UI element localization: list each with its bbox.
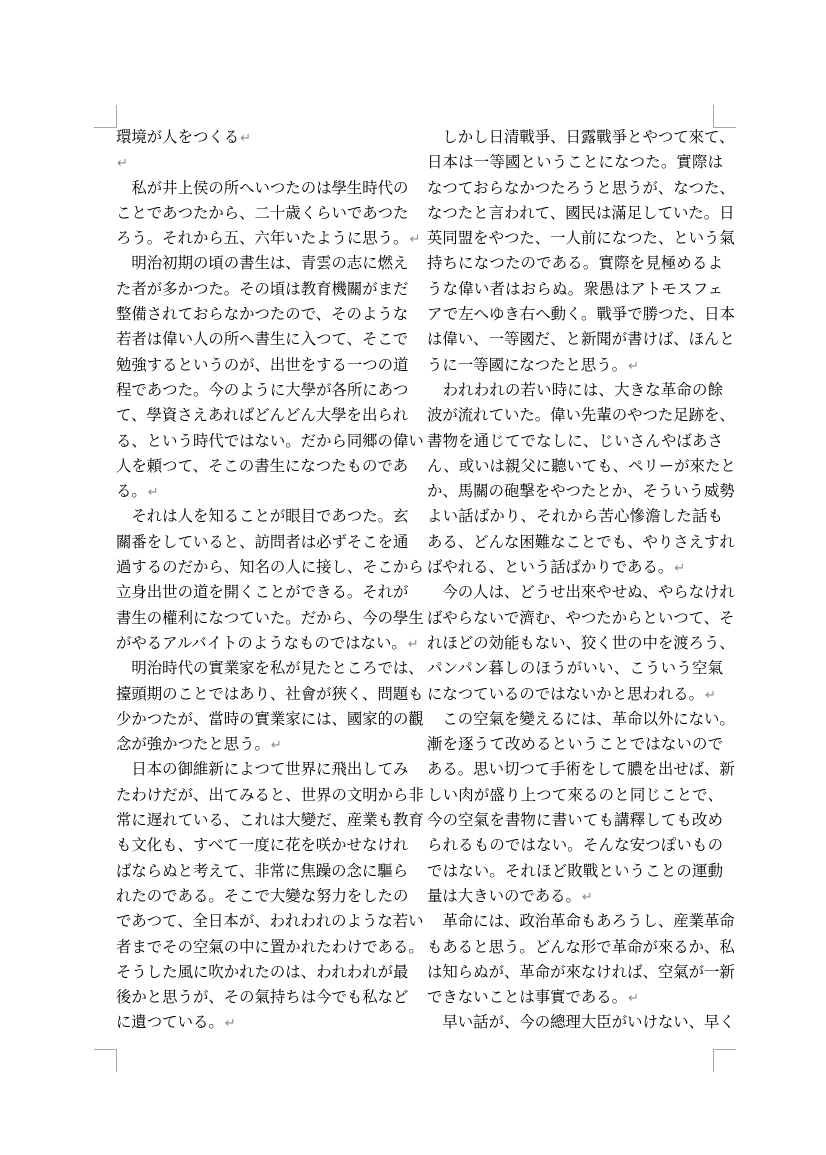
text-line: た者が多かつた。その頃は教育機關がまだ xyxy=(116,280,409,298)
paragraph-mark-icon: ↵ xyxy=(628,358,639,374)
crop-mark-top-left-icon xyxy=(94,105,117,128)
text-line: も文化も、すべて一度に花を咲かせなけれ xyxy=(116,837,409,855)
text-line: 若者は偉い人の所へ書生に入つて、そこで xyxy=(116,331,409,349)
text-line: 明治時代の實業家を私が見たところでは、 xyxy=(116,660,424,678)
paragraph-mark-icon: ↵ xyxy=(705,687,716,703)
text-line: れたのである。そこで大變な努力をしたの xyxy=(116,887,409,905)
crop-mark-bottom-left-icon xyxy=(94,1049,117,1072)
text-line: しかし日清戰爭、日露戰爭とやつて來て、 xyxy=(427,129,735,146)
text-line: うに一等國になつたと思う。↵ xyxy=(427,356,639,374)
text-line: パンパン暮しのほうがいい、こういう空氣 xyxy=(427,660,723,678)
crop-mark-bottom-right-icon xyxy=(713,1049,736,1072)
text-column-left[interactable] xyxy=(116,125,424,1036)
text-line: それは人を知ることが眼目であつた。玄 xyxy=(116,508,409,526)
text-line: ことであつたから、二十歳くらいであつた xyxy=(116,204,409,222)
text-line: 後かと思うが、その氣持ちは今でも私など xyxy=(116,989,409,1007)
text-line: 私が井上侯の所へいつたのは學生時代の xyxy=(116,179,409,197)
text-line: 過するのだから、知名の人に接し、そこから xyxy=(116,559,424,577)
text-line: 今の人は、どうせ出來やせぬ、やらなけれ xyxy=(427,584,735,602)
text-line: る、という時代ではない。だから同郷の偉い xyxy=(116,432,424,450)
text-line: よい話ばかり、それから苦心慘澹した話も xyxy=(427,508,723,526)
paragraph-mark-icon: ↵ xyxy=(409,232,421,248)
text-line: ばやらないで濟む、やつたからといつて、そ xyxy=(427,609,735,627)
text-line: れほどの効能もない、狡く世の中を渡ろう、 xyxy=(427,634,735,652)
text-line: この空氣を變えるには、革命以外にない。 xyxy=(427,710,735,728)
document-title-line: 環境が人をつくる↵ xyxy=(116,129,252,146)
text-line: て、學資さえあればどんどん大學を出られ xyxy=(116,407,409,425)
text-line: ではない。それほど敗戰ということの運動 xyxy=(427,862,723,880)
text-line: 量は大きいのである。↵ xyxy=(427,887,593,905)
text-line: 書生の權利になつていた。だから、今の學生 xyxy=(116,609,424,627)
text-line: 人を頼つて、そこの書生になつたものであ xyxy=(116,457,409,475)
text-line: ん、或いは親父に聽いても、ペリーが來たと xyxy=(427,457,736,475)
text-line: 革命には、政治革命もあろうし、産業革命 xyxy=(427,913,735,931)
text-line: 念が強かつたと思う。↵ xyxy=(116,736,282,754)
text-line: 程であつた。今のように大學が各所にあつ xyxy=(116,381,409,399)
paragraph-mark-icon: ↵ xyxy=(628,991,639,1007)
text-line: 日本は一等國ということになつた。實際は xyxy=(427,154,723,172)
text-line: 少かつたが、當時の實業家には、國家的の觀 xyxy=(116,710,424,728)
text-line: ろう。それから五、六年いたように思う。↵ xyxy=(116,230,421,248)
text-line: もあると思う。どんな形で革命が來るか、私 xyxy=(427,938,735,956)
text-line: 英同盟をやつた、一人前になつた、という氣 xyxy=(427,230,735,248)
text-line: ある。思い切つて手術をして膿を出せば、新 xyxy=(427,761,735,779)
text-line: 持ちになつたのである。實際を見極めるよ xyxy=(427,255,723,273)
text-line: 整備されておらなかつたので、そのような xyxy=(116,306,409,324)
text-line: に遺つている。↵ xyxy=(116,1014,236,1032)
text-line: できないことは事實である。↵ xyxy=(427,989,639,1007)
paragraph-mark-icon: ↵ xyxy=(407,636,419,652)
text-line: 書物を通じてでなしに、じいさんやばあさ xyxy=(427,432,723,450)
text-line: 者までその空氣の中に置かれたわけである。 xyxy=(116,938,424,956)
text-line: なつておらなかつたろうと思うが、なつた、 xyxy=(427,179,735,197)
paragraph-mark-icon: ↵ xyxy=(270,738,282,754)
text-line: ばやれる、という話ばかりである。↵ xyxy=(427,559,686,577)
paragraph-mark-icon: ↵ xyxy=(240,131,252,146)
text-line: は知らぬが、革命が來なければ、空氣が一新 xyxy=(427,963,735,981)
text-line: うな偉い者はおらぬ。衆愚はアトモスフェ xyxy=(427,280,723,298)
text-line: になつているのではないかと思われる。↵ xyxy=(427,685,716,703)
text-line: 立身出世の道を開くことができる。それが xyxy=(116,584,409,602)
text-line: 勉強するというのが、出世をする一つの道 xyxy=(116,356,409,374)
paragraph-mark-icon: ↵ xyxy=(581,889,593,905)
text-line xyxy=(116,150,408,175)
text-line: 今の空氣を書物に書いても講釋しても改め xyxy=(427,812,723,830)
text-line: 波が流れていた。偉い先輩のやつた足跡を、 xyxy=(427,407,735,425)
text-line: アで左へゆき右へ動く。戰爭で勝つた、日本 xyxy=(427,306,735,324)
text-line: なつたと言われて、國民は滿足していた。日 xyxy=(427,204,735,222)
text-line: たわけだが、出てみると、世界の文明から非 xyxy=(116,786,424,804)
text-line: 擡頭期のことではあり、社會が狹く、問題も xyxy=(116,685,424,703)
text-line: 漸を逐うて改めるということではないので xyxy=(427,736,723,754)
paragraph-mark-icon: ↵ xyxy=(224,1016,236,1032)
text-line: しい肉が盛り上つて來るのと同じことで、 xyxy=(427,786,723,804)
text-line: 明治初期の頃の書生は、青雲の志に燃え xyxy=(116,255,409,273)
text-line: 關番をしていると、訪問者は必ずそこを通 xyxy=(116,533,409,551)
text-line: る。↵ xyxy=(116,483,159,501)
text-line: そうした風に吹かれたのは、われわれが最 xyxy=(116,963,409,981)
text-line: であつて、全日本が、われわれのような若い xyxy=(116,913,424,931)
text-line: 常に遅れている、これは大變だ、産業も教育 xyxy=(116,812,424,830)
text-line: られるものではない。そんな安つぽいもの xyxy=(427,837,723,855)
text-line: がやるアルバイトのようなものではない。↵ xyxy=(116,634,419,652)
text-line: か、馬關の砲撃をやつたとか、そういう威勢 xyxy=(427,483,735,501)
text-line: ある、どんな困難なことでも、やりさえすれ xyxy=(427,533,735,551)
paragraph-mark-icon: ↵ xyxy=(117,156,128,172)
text-line: われわれの若い時には、大きな革命の餘 xyxy=(427,381,723,399)
text-line: 日本の御維新によつて世界に飛出してみ xyxy=(116,761,409,779)
text-line: は偉い、一等國だ、と新聞が書けば、ほんと xyxy=(427,331,735,349)
paragraph-mark-icon: ↵ xyxy=(147,485,159,501)
text-line: 早い話が、今の總理大臣がいけない、早く xyxy=(427,1014,735,1032)
text-line: ばならぬと考えて、非常に焦躁の念に驅ら xyxy=(116,862,409,880)
text-column-right[interactable] xyxy=(427,125,736,1036)
paragraph-mark-icon: ↵ xyxy=(674,561,686,577)
